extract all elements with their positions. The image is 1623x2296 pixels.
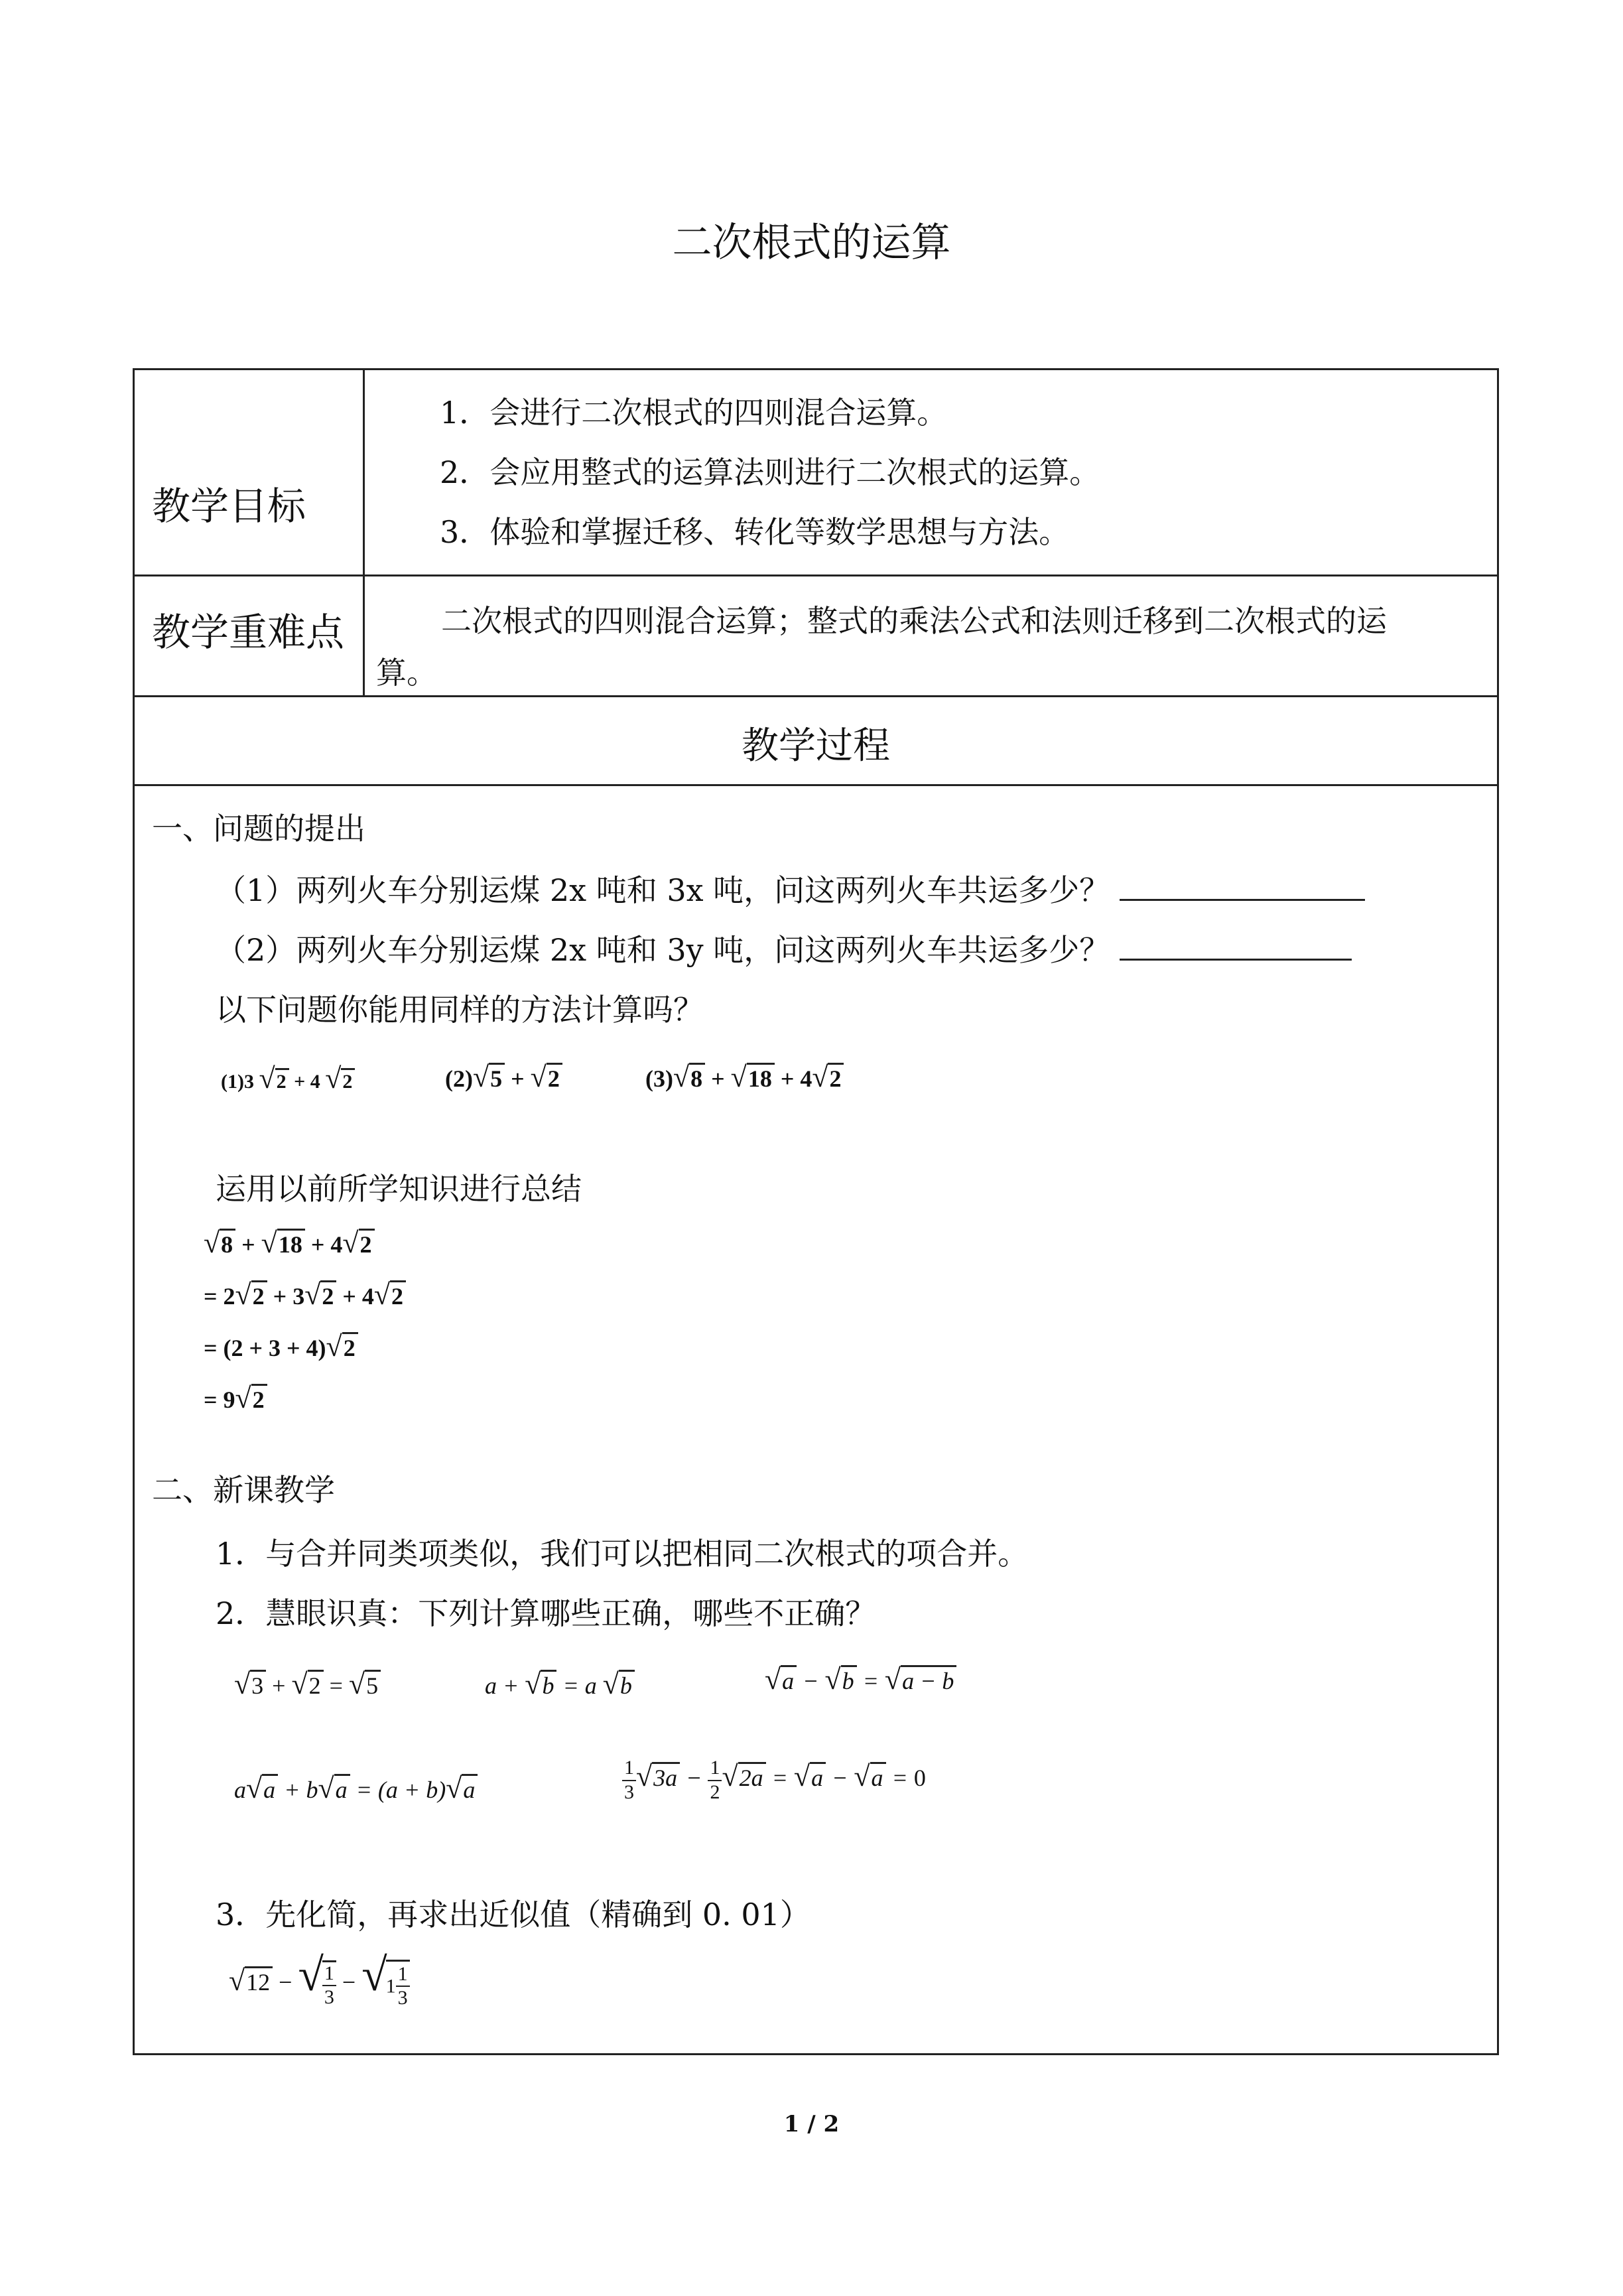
lesson-item: 3．先化简，再求出近似值（精确到 0. 01） [216, 1897, 811, 1932]
summary-step: √8 + √18 + 4√2 [204, 1226, 375, 1260]
summary-step: = (2 + 3 + 4)√2 [204, 1329, 358, 1363]
section2-heading: 二、新课教学 [152, 1472, 335, 1508]
equation-check: $\frac{1}{3}$ √3a − $\frac{1}{2}$ √2a = √a − √a = 0 [622, 1757, 926, 1804]
equation-check: √a − √b = √a − b [765, 1662, 956, 1696]
table-divider [135, 695, 1497, 697]
summary-label: 运用以前所学知识进行总结 [216, 1171, 582, 1207]
table-divider [135, 574, 1497, 576]
summary-step: = 9√2 [204, 1381, 267, 1415]
goal-item: 2．会应用整式的运算法则进行二次根式的运算。 [440, 454, 1100, 490]
expression-2: (2)√5 + √2 [445, 1060, 562, 1094]
lesson-item: 2．慧眼识真：下列计算哪些正确，哪些不正确？ [216, 1595, 876, 1631]
question-1: （1）两列火车分别运煤 2x 吨和 3x 吨，问这两列火车共运多少？ [216, 866, 1365, 910]
expression-1: (1)3 √2 + 4 √2 [221, 1061, 355, 1095]
goal-item: 3．体验和掌握迁移、转化等数学思想与方法。 [440, 514, 1070, 550]
goal-item: 1．会进行二次根式的四则混合运算。 [440, 395, 948, 431]
lesson-item: 1．与合并同类项类似，我们可以把相同二次根式的项合并。 [216, 1536, 1029, 1572]
key-points-text: 二次根式的四则混合运算；整式的乘法公式和法则迁移到二次根式的运 [441, 603, 1387, 639]
answer-blank [1120, 932, 1352, 961]
summary-step: = 2√2 + 3√2 + 4√2 [204, 1278, 406, 1312]
prompt-text: 以下问题你能用同样的方法计算吗？ [216, 992, 704, 1028]
equation-check: a√a + b√a = (a + b)√a [234, 1771, 478, 1805]
page-number: 1 / 2 [783, 2111, 840, 2137]
equation-check: a + √b = a √b [485, 1667, 635, 1701]
key-points-label: 教学重难点 [152, 610, 345, 655]
lesson-table [133, 368, 1499, 2055]
goals-label: 教学目标 [152, 484, 306, 529]
process-header: 教学过程 [742, 724, 890, 768]
approximation-expression: √12 − √ $\frac{1}{3}$ − √1 $\frac{1}{3}$ [229, 1949, 410, 2010]
equation-check: √3 + √2 = √5 [234, 1667, 381, 1701]
key-points-text-cont: 算。 [376, 655, 437, 691]
table-column-divider [363, 370, 365, 695]
answer-blank [1120, 872, 1365, 901]
section1-heading: 一、问题的提出 [152, 811, 365, 846]
table-divider [135, 784, 1497, 786]
question-2: （2）两列火车分别运煤 2x 吨和 3y 吨，问这两列火车共运多少？ [216, 926, 1352, 970]
page-title: 二次根式的运算 [672, 220, 951, 266]
expression-3: (3)√8 + √18 + 4√2 [645, 1060, 844, 1094]
